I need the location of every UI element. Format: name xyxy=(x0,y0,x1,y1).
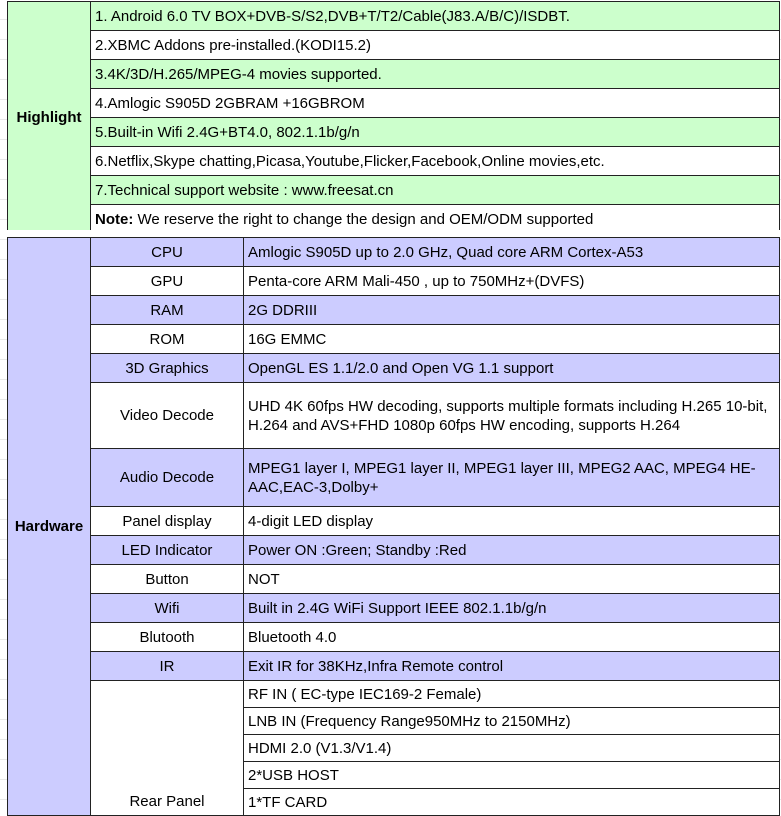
spec-value: Exit IR for 38KHz,Infra Remote control xyxy=(244,652,780,681)
sheet-gridlines-left xyxy=(0,0,7,803)
spec-value: OpenGL ES 1.1/2.0 and Open VG 1.1 support xyxy=(244,354,780,383)
highlight-table xyxy=(7,1,780,234)
spec-name: RAM xyxy=(91,296,244,325)
spec-name: Button xyxy=(91,565,244,594)
highlight-label: Highlight xyxy=(8,2,91,234)
highlight-item: 2.XBMC Addons pre-installed.(KODI15.2) xyxy=(91,31,780,60)
hardware-table xyxy=(7,237,780,816)
spec-name: GPU xyxy=(91,267,244,296)
spec-value: MPEG1 layer I, MPEG1 layer II, MPEG1 layer III, MPEG2 AAC, MPEG4 HE-AAC,EAC-3,Dolby+ xyxy=(244,449,780,507)
spec-name: LED Indicator xyxy=(91,536,244,565)
highlight-item: 3.4K/3D/H.265/MPEG-4 movies supported. xyxy=(91,60,780,89)
spec-value: UHD 4K 60fps HW decoding, supports multiple formats including H.265 10-bit, H.264 and AVS+FHD 1080p 60fps HW encoding, supports H.264 xyxy=(244,383,780,449)
highlight-item: 5.Built-in Wifi 2.4G+BT4.0, 802.1.1b/g/n xyxy=(91,118,780,147)
rear-panel-item: 1*TF CARD xyxy=(248,793,328,811)
rear-panel-cell xyxy=(244,681,780,816)
spec-name-rear-panel: Rear Panel xyxy=(91,681,244,816)
spec-name: Audio Decode xyxy=(91,449,244,507)
rear-panel-item: 2*USB HOST xyxy=(244,762,779,789)
spec-name: ROM xyxy=(91,325,244,354)
spec-value: Built in 2.4G WiFi Support IEEE 802.1.1b/g/n xyxy=(244,594,780,623)
spec-value: 16G EMMC xyxy=(244,325,780,354)
spec-value: Penta-core ARM Mali-450 , up to 750MHz+(DVFS) xyxy=(244,267,780,296)
spec-name: Video Decode xyxy=(91,383,244,449)
highlight-item: 6.Netflix,Skype chatting,Picasa,Youtube,Flicker,Facebook,Online movies,etc. xyxy=(91,147,780,176)
rear-panel-item: HDMI 2.0 (V1.3/V1.4) xyxy=(244,735,779,762)
highlight-row xyxy=(8,2,780,31)
rear-panel-list xyxy=(244,681,779,815)
spec-value: Power ON :Green; Standby :Red xyxy=(244,536,780,565)
note-text: We reserve the right to change the design and OEM/ODM supported xyxy=(133,210,594,228)
spec-value: 2G DDRIII xyxy=(244,296,780,325)
spec-name: Panel display xyxy=(91,507,244,536)
spec-value: Amlogic S905D up to 2.0 GHz, Quad core ARM Cortex-A53 xyxy=(244,238,780,267)
highlight-item: 7.Technical support website : www.freesat.cn xyxy=(91,176,780,205)
spec-value: NOT xyxy=(244,565,780,594)
note-label: Note: xyxy=(95,210,134,228)
spec-value: Bluetooth 4.0 xyxy=(244,623,780,652)
spec-name: IR xyxy=(91,652,244,681)
hardware-label: Hardware xyxy=(8,238,91,816)
spec-name: Wifi xyxy=(91,594,244,623)
rear-panel-item: LNB IN (Frequency Range950MHz to 2150MHz) xyxy=(244,708,779,735)
spec-name: CPU xyxy=(91,238,244,267)
highlight-item: 1. Android 6.0 TV BOX+DVB-S/S2,DVB+T/T2/Cable(J83.A/B/C)/ISDBT. xyxy=(91,2,780,31)
spec-name: Blutooth xyxy=(91,623,244,652)
highlight-item: 4.Amlogic S905D 2GBRAM +16GBROM xyxy=(91,89,780,118)
spec-name: 3D Graphics xyxy=(91,354,244,383)
spec-value: 4-digit LED display xyxy=(244,507,780,536)
rear-panel-item: RF IN ( EC-type IEC169-2 Female) xyxy=(244,681,779,708)
